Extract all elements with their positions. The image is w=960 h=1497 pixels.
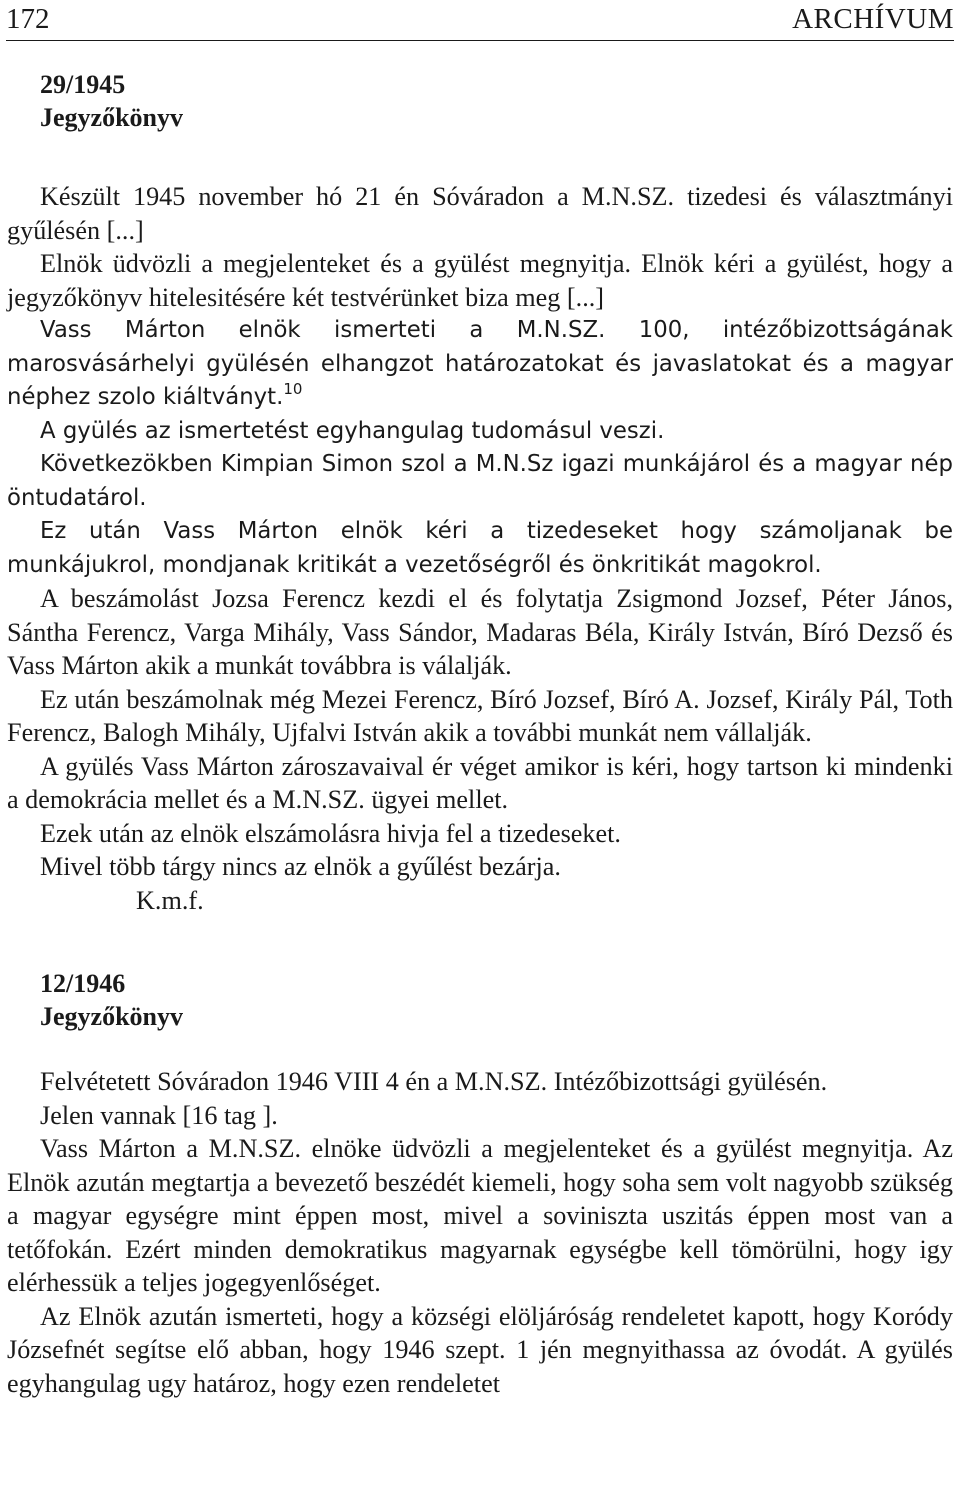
footnote-marker: 10 [283, 380, 303, 398]
paragraph: Vass Márton a M.N.SZ. elnöke üdvözli a megjelenteket és a gyülést megnyitja. Az Elnök azután megtartja a bevezető beszédét kiemeli, hogy soha sem volt nagyobb szükség a magyar egységre mint éppen most, mivel a soviniszta uszitás éppen most van a tetőfokán. Ezért minden demokratikus magyarnak egységbe kell tömörülni, hogy igy elérhessük a teljes jogegyenlőséget. [7, 1134, 953, 1297]
paragraph: Az Elnök azután ismerteti, hogy a községi elöljáróság rendeletet kapott, hogy Koródy Józsefnét segítse elő abban, hogy 1946 szept. 1 jén megnyithassa az óvodát. A gyülés egyhangulag ugy határoz, hogy ezen rendeletet [7, 1301, 953, 1398]
section-gap [7, 917, 953, 967]
page-header [6, 0, 954, 41]
paragraph [7, 314, 953, 415]
page-body [7, 68, 953, 1400]
paragraph: A gyülés Vass Márton zároszavaival ér véget amikor is kéri, hogy tartson ki mindenki a demokrácia mellet és a M.N.SZ. ügyei mellet. [7, 751, 953, 814]
paragraph: Ezek után az elnök elszámolásra hivja fel a tizedeseket. [40, 818, 621, 848]
paragraph: A beszámolást Jozsa Ferencz kezdi el és folytatja Zsigmond Jozsef, Péter János, Sántha Ferencz, Varga Mihály, Vass Sándor, Madaras Béla, Király István, Bíró Dezső és Vass Márton akik a munkát továbbra is válalják. [7, 584, 953, 680]
document-29-1945 [7, 68, 953, 917]
document-title: Jegyzőkönyv [40, 103, 183, 132]
document-number: 29/1945 [40, 70, 126, 99]
paragraph: Jelen vannak [16 tag ]. [40, 1100, 278, 1130]
paragraph: Következökben Kimpian Simon szol a M.N.Sz igazi munkájárol és a magyar nép öntudatárol. [7, 451, 953, 511]
running-title: ARCHÍVUM [792, 3, 954, 35]
paragraph: Mivel több tárgy nincs az elnök a gyűlést bezárja. [40, 852, 561, 881]
document-number: 12/1946 [40, 969, 126, 998]
page-number: 172 [6, 3, 50, 35]
document-title: Jegyzőkönyv [40, 1002, 183, 1031]
document-12-1946 [7, 967, 953, 1400]
paragraph: A gyülés az ismertetést egyhangulag tudomásul veszi. [40, 417, 665, 444]
signoff: K.m.f. [136, 885, 204, 915]
paragraph-text: Vass Márton elnök ismerteti a M.N.SZ. 100, intézőbizottságának marosvásárhelyi gyülésén elhangzot határozatokat és javaslatokat és a magyar néphez szolo kiáltványt. [7, 317, 953, 410]
paragraph: Ez után Vass Márton elnök kéri a tizedeseket hogy számoljanak be munkájukrol, mondjanak kritikát a vezetőségről és önkritikát magokrol. [7, 518, 953, 578]
paragraph: Elnök üdvözli a megjelenteket és a gyülést megnyitja. Elnök kéri a gyülést, hogy a jegyzőkönyv hitelesitésére két testvérünket biza meg [...] [7, 249, 953, 312]
paragraph: Felvétetett Sóváradon 1946 VIII 4 én a M.N.SZ. Intézőbizottsági gyülésén. [40, 1067, 828, 1096]
paragraph: Ez után beszámolnak még Mezei Ferencz, Bíró Jozsef, Bíró A. Jozsef, Király Pál, Toth Ferencz, Balogh Mihály, Ujfalvi István akik a további munkát nem vállalják. [7, 684, 953, 747]
paragraph: Készült 1945 november hó 21 én Sóváradon a M.N.SZ. tizedesi és választmányi gyűlésén [...] [7, 182, 953, 245]
